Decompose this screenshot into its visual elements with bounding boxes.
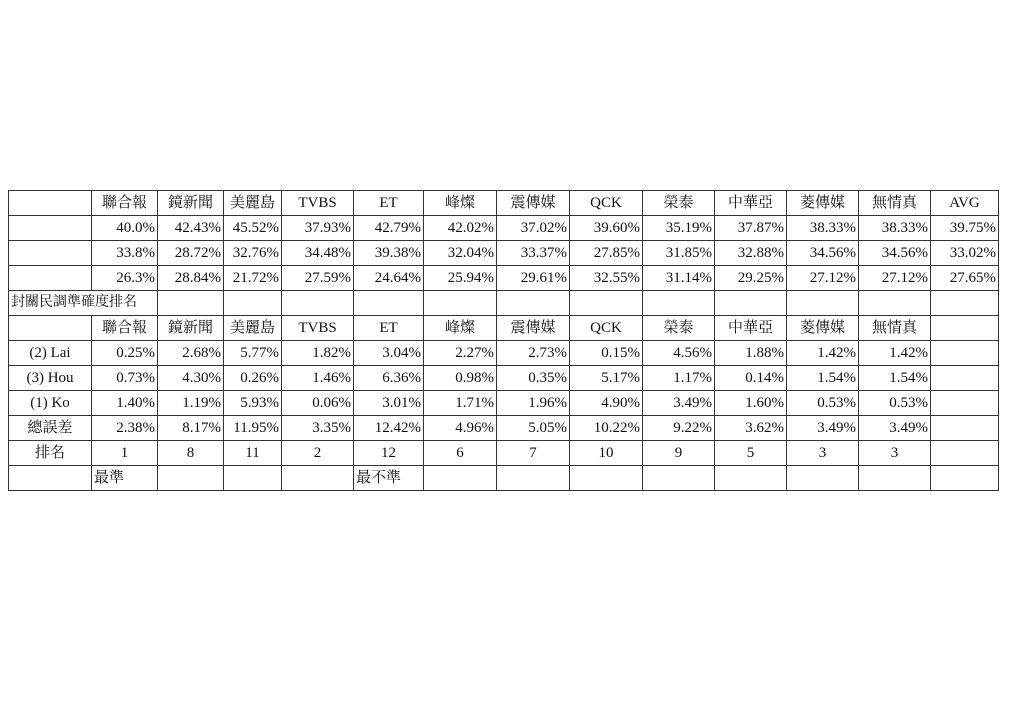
table-cell: 5.05% [497, 416, 570, 441]
total-error-row [9, 416, 999, 441]
header-cell: 中華亞 [715, 316, 787, 341]
header-cell: 峰燦 [424, 316, 497, 341]
empty-cell [931, 441, 999, 466]
table-cell: 26.3% [92, 266, 158, 291]
table-cell: 2.68% [158, 341, 224, 366]
table-cell: 37.87% [715, 216, 787, 241]
table-cell: 1.42% [859, 341, 931, 366]
rank-cell: 3 [859, 441, 931, 466]
table-cell: 0.15% [570, 341, 643, 366]
table-cell: 32.76% [224, 241, 282, 266]
table-cell: 24.64% [354, 266, 424, 291]
table-cell: 0.73% [92, 366, 158, 391]
header-cell: 美麗島 [224, 316, 282, 341]
empty-cell [282, 291, 354, 316]
header-cell: 鏡新聞 [158, 316, 224, 341]
header-row-2 [9, 316, 999, 341]
empty-cell [931, 316, 999, 341]
table-cell: 32.88% [715, 241, 787, 266]
header-cell: ET [354, 191, 424, 216]
error-row [9, 366, 999, 391]
rank-cell: 3 [787, 441, 859, 466]
header-row [9, 191, 999, 216]
header-cell: 無情真 [859, 191, 931, 216]
row-label: (3) Hou [9, 366, 92, 391]
table-cell: 31.85% [643, 241, 715, 266]
empty-cell [354, 291, 424, 316]
rank-cell: 9 [643, 441, 715, 466]
empty-cell [931, 466, 999, 491]
row-label: (2) Lai [9, 341, 92, 366]
table-cell: 37.02% [497, 216, 570, 241]
table-cell: 33.37% [497, 241, 570, 266]
table-cell: 34.56% [787, 241, 859, 266]
header-cell: QCK [570, 316, 643, 341]
empty-cell [643, 291, 715, 316]
empty-cell [787, 466, 859, 491]
rank-cell: 7 [497, 441, 570, 466]
header-cell: 震傳媒 [497, 316, 570, 341]
header-cell: 中華亞 [715, 191, 787, 216]
table-cell: 33.8% [92, 241, 158, 266]
row-label: 總誤差 [9, 416, 92, 441]
header-cell: TVBS [282, 191, 354, 216]
empty-cell [715, 291, 787, 316]
header-cell: 菱傳媒 [787, 191, 859, 216]
header-cell: 美麗島 [224, 191, 282, 216]
empty-cell [497, 291, 570, 316]
table-cell: 27.59% [282, 266, 354, 291]
table-cell: 32.04% [424, 241, 497, 266]
table-cell: 0.25% [92, 341, 158, 366]
table-cell: 1.40% [92, 391, 158, 416]
empty-cell [931, 366, 999, 391]
empty-cell [224, 466, 282, 491]
table-cell: 42.02% [424, 216, 497, 241]
poll-row [9, 241, 999, 266]
header-cell: 榮泰 [643, 316, 715, 341]
header-cell: ET [354, 316, 424, 341]
empty-cell [931, 391, 999, 416]
header-cell: TVBS [282, 316, 354, 341]
rank-cell: 5 [715, 441, 787, 466]
header-cell: 聯合報 [92, 316, 158, 341]
empty-cell [859, 291, 931, 316]
table-cell: 28.84% [158, 266, 224, 291]
rank-cell: 10 [570, 441, 643, 466]
table-cell: 1.71% [424, 391, 497, 416]
table-cell: 42.43% [158, 216, 224, 241]
table-cell: 1.54% [787, 366, 859, 391]
table-cell: 27.12% [787, 266, 859, 291]
empty-cell [931, 291, 999, 316]
table-cell: 31.14% [643, 266, 715, 291]
poll-table [8, 190, 999, 491]
least-accurate-note: 最不準 [354, 466, 424, 491]
row-label [9, 266, 92, 291]
table-cell: 45.52% [224, 216, 282, 241]
header-cell: 鏡新聞 [158, 191, 224, 216]
table-cell: 39.60% [570, 216, 643, 241]
note-row [9, 466, 999, 491]
header-empty [9, 191, 92, 216]
row-label [9, 216, 92, 241]
table-cell: 1.82% [282, 341, 354, 366]
error-row [9, 391, 999, 416]
table-cell: 2.73% [497, 341, 570, 366]
table-cell: 3.49% [859, 416, 931, 441]
empty-cell [859, 466, 931, 491]
table-cell: 3.49% [643, 391, 715, 416]
table-cell: 3.62% [715, 416, 787, 441]
rank-cell: 12 [354, 441, 424, 466]
table-cell: 3.49% [787, 416, 859, 441]
table-cell: 40.0% [92, 216, 158, 241]
table-cell: 1.17% [643, 366, 715, 391]
table-cell: 4.96% [424, 416, 497, 441]
table-cell: 3.35% [282, 416, 354, 441]
table-cell: 1.19% [158, 391, 224, 416]
header-cell: 聯合報 [92, 191, 158, 216]
empty-cell [424, 291, 497, 316]
table-cell: 39.38% [354, 241, 424, 266]
header-cell: 菱傳媒 [787, 316, 859, 341]
section-title-row [9, 291, 999, 316]
table-cell: 9.22% [643, 416, 715, 441]
table-cell: 0.53% [787, 391, 859, 416]
table-cell: 39.75% [931, 216, 999, 241]
table-cell: 4.56% [643, 341, 715, 366]
poll-row [9, 216, 999, 241]
table-cell: 3.04% [354, 341, 424, 366]
table-cell: 4.30% [158, 366, 224, 391]
error-row [9, 341, 999, 366]
table-cell: 8.17% [158, 416, 224, 441]
rank-cell: 2 [282, 441, 354, 466]
table-cell: 33.02% [931, 241, 999, 266]
table-cell: 1.42% [787, 341, 859, 366]
empty-cell [570, 291, 643, 316]
table-cell: 34.56% [859, 241, 931, 266]
empty-cell [282, 466, 354, 491]
table-cell: 25.94% [424, 266, 497, 291]
table-cell: 1.54% [859, 366, 931, 391]
table-cell: 11.95% [224, 416, 282, 441]
table-cell: 38.33% [859, 216, 931, 241]
rank-cell: 8 [158, 441, 224, 466]
table-cell: 10.22% [570, 416, 643, 441]
rank-cell: 6 [424, 441, 497, 466]
table-cell: 42.79% [354, 216, 424, 241]
empty-cell [715, 466, 787, 491]
empty-cell [643, 466, 715, 491]
empty-cell [570, 466, 643, 491]
empty-cell [424, 466, 497, 491]
table-cell: 1.88% [715, 341, 787, 366]
header-cell: 峰燦 [424, 191, 497, 216]
table-cell: 0.98% [424, 366, 497, 391]
table-cell: 0.26% [224, 366, 282, 391]
empty-cell [787, 291, 859, 316]
table-cell: 1.46% [282, 366, 354, 391]
table-cell: 27.85% [570, 241, 643, 266]
table-cell: 5.93% [224, 391, 282, 416]
table-cell: 27.12% [859, 266, 931, 291]
rank-row [9, 441, 999, 466]
rank-cell: 11 [224, 441, 282, 466]
empty-cell [9, 466, 92, 491]
table-cell: 35.19% [643, 216, 715, 241]
table-cell: 34.48% [282, 241, 354, 266]
table-cell: 0.35% [497, 366, 570, 391]
table-cell: 29.25% [715, 266, 787, 291]
table-cell: 32.55% [570, 266, 643, 291]
table-cell: 29.61% [497, 266, 570, 291]
table-cell: 1.96% [497, 391, 570, 416]
empty-cell [158, 291, 224, 316]
rank-cell: 1 [92, 441, 158, 466]
table-cell: 38.33% [787, 216, 859, 241]
header-empty [9, 316, 92, 341]
table-cell: 4.90% [570, 391, 643, 416]
table-cell: 5.17% [570, 366, 643, 391]
table-cell: 27.65% [931, 266, 999, 291]
table-cell: 28.72% [158, 241, 224, 266]
table-cell: 0.53% [859, 391, 931, 416]
empty-cell [931, 416, 999, 441]
row-label [9, 241, 92, 266]
header-cell: 榮泰 [643, 191, 715, 216]
table-cell: 12.42% [354, 416, 424, 441]
poll-row [9, 266, 999, 291]
table-cell: 6.36% [354, 366, 424, 391]
most-accurate-note: 最準 [92, 466, 158, 491]
table-cell: 0.06% [282, 391, 354, 416]
table-cell: 0.14% [715, 366, 787, 391]
table-cell: 1.60% [715, 391, 787, 416]
row-label: 排名 [9, 441, 92, 466]
empty-cell [224, 291, 282, 316]
table-cell: 37.93% [282, 216, 354, 241]
empty-cell [158, 466, 224, 491]
table-cell: 21.72% [224, 266, 282, 291]
empty-cell [497, 466, 570, 491]
table-cell: 2.27% [424, 341, 497, 366]
header-cell: 震傳媒 [497, 191, 570, 216]
table-cell: 5.77% [224, 341, 282, 366]
header-cell: AVG [931, 191, 999, 216]
row-label: (1) Ko [9, 391, 92, 416]
table-cell: 3.01% [354, 391, 424, 416]
empty-cell [931, 341, 999, 366]
header-cell: QCK [570, 191, 643, 216]
table-cell: 2.38% [92, 416, 158, 441]
section-title: 封關民調準確度排名 [9, 291, 158, 316]
header-cell: 無情真 [859, 316, 931, 341]
